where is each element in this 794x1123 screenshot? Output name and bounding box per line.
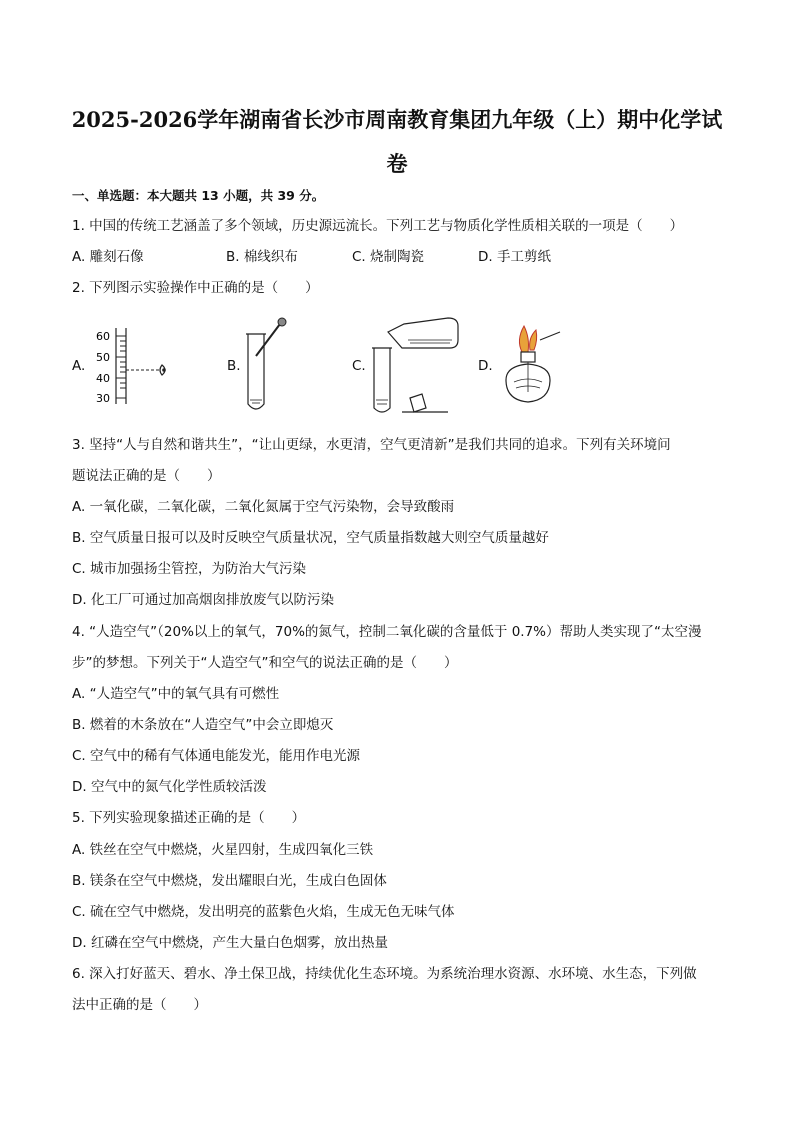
cylinder-tick-30: 30	[96, 392, 110, 405]
q5-option-c: C. 硫在空气中燃烧，发出明亮的蓝紫色火焰，生成无色无味气体	[72, 904, 455, 920]
q1-option-c: C. 烧制陶瓷	[352, 249, 425, 265]
q4-option-d: D. 空气中的氮气化学性质较活泼	[72, 779, 267, 795]
q2-label-c: C.	[352, 358, 366, 374]
q4-option-b: B. 燃着的木条放在“人造空气”中会立即熄灭	[72, 717, 334, 733]
q5-option-a: A. 铁丝在空气中燃烧，火星四射，生成四氧化三铁	[72, 842, 374, 858]
q5-stem: 5. 下列实验现象描述正确的是（ ）	[72, 810, 306, 826]
q6-stem-line1: 6. 深入打好蓝天、碧水、净土保卫战，持续优化生态环境。为系统治理水资源、水环境、水生态，下列做	[72, 966, 697, 982]
q4-option-a: A. “人造空气”中的氧气具有可燃性	[72, 686, 280, 702]
cylinder-tick-60: 60	[96, 330, 110, 343]
cylinder-tick-40: 40	[96, 372, 110, 385]
exam-title-line2: 卷	[386, 151, 408, 176]
exam-title-line1: 2025-2026学年湖南省长沙市周南教育集团九年级（上）期中化学试	[71, 107, 723, 132]
section-heading: 一、单选题：本大题共 13 小题，共 39 分。	[72, 188, 325, 203]
measuring-cylinder-reading-figure	[88, 324, 178, 408]
q3-option-c: C. 城市加强扬尘管控，为防治大气污染	[72, 561, 307, 577]
q1-option-a: A. 雕刻石像	[72, 249, 144, 265]
q5-option-d: D. 红磷在空气中燃烧，产生大量白色烟雾，放出热量	[72, 935, 388, 951]
q6-stem-line2: 法中正确的是（ ）	[72, 997, 207, 1013]
cylinder-tick-50: 50	[96, 351, 110, 364]
q1-option-d: D. 手工剪纸	[478, 249, 551, 265]
q2-label-b: B.	[227, 358, 241, 374]
q3-stem-line1: 3. 坚持“人与自然和谐共生”，“让山更绿，水更清，空气更清新”是我们共同的追求。下列有关环境问	[72, 437, 671, 453]
q3-option-d: D. 化工厂可通过加高烟囱排放废气以防污染	[72, 592, 334, 608]
q3-option-a: A. 一氧化碳，二氧化碳，二氧化氮属于空气污染物，会导致酸雨	[72, 499, 455, 515]
q4-option-c: C. 空气中的稀有气体通电能发光，能用作电光源	[72, 748, 361, 764]
q3-stem-line2: 题说法正确的是（ ）	[72, 468, 221, 484]
q2-label-a: A.	[72, 358, 86, 374]
q4-stem-line1: 4. “人造空气”（20%以上的氧气，70%的氮气，控制二氧化碳的含量低于 0.7%）帮助人类实现了“太空漫	[72, 624, 702, 640]
alcohol-lamp-figure	[494, 322, 566, 412]
q3-option-b: B. 空气质量日报可以及时反映空气质量状况，空气质量指数越大则空气质量越好	[72, 530, 549, 546]
pouring-liquid-figure	[368, 312, 464, 416]
q5-option-b: B. 镁条在空气中燃烧，发出耀眼白光，生成白色固体	[72, 873, 387, 889]
dropper-in-test-tube-figure	[240, 316, 296, 416]
q2-label-d: D.	[478, 358, 493, 374]
q2-stem: 2. 下列图示实验操作中正确的是（ ）	[72, 280, 319, 296]
q4-stem-line2: 步”的梦想。下列关于“人造空气”和空气的说法正确的是（ ）	[72, 655, 458, 671]
q1-option-b: B. 棉线织布	[226, 249, 298, 265]
q1-stem: 1. 中国的传统工艺涵盖了多个领域，历史源远流长。下列工艺与物质化学性质相关联的一项是（ ）	[72, 218, 684, 234]
